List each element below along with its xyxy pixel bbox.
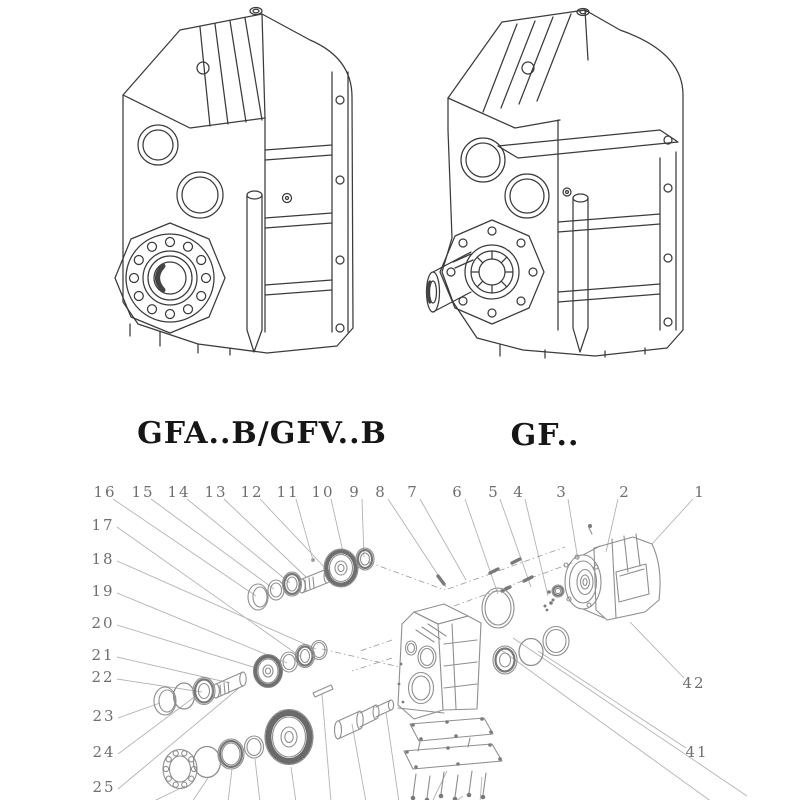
intermediate-shaft-assembly — [154, 641, 327, 716]
callout-7: 7 — [407, 483, 419, 501]
callout-14: 14 — [167, 483, 191, 501]
exploded-parts-diagram — [0, 472, 800, 800]
callout-42: 42 — [682, 674, 706, 692]
callout-5: 5 — [488, 483, 500, 501]
callout-20: 20 — [91, 614, 115, 632]
model-label-gfa-gfv: GFA..B/GFV..B — [137, 416, 387, 451]
electric-motor — [564, 524, 660, 620]
callout-15: 15 — [131, 483, 155, 501]
callout-16: 16 — [93, 483, 117, 501]
gearbox-drawing-gf — [405, 0, 755, 400]
callout-25: 25 — [92, 778, 116, 796]
callout-3: 3 — [556, 483, 568, 501]
callout-18: 18 — [91, 550, 115, 568]
callout-6: 6 — [452, 483, 464, 501]
callout-17: 17 — [91, 516, 115, 534]
callout-41: 41 — [685, 743, 709, 761]
gearbox-housing — [398, 604, 481, 719]
motor-side-rings — [482, 585, 569, 674]
callout-8: 8 — [375, 483, 387, 501]
model-label-gf: GF.. — [510, 418, 580, 453]
callout-24: 24 — [92, 743, 116, 761]
gaskets-and-bolts — [404, 717, 502, 800]
callout-9: 9 — [349, 483, 361, 501]
input-shaft-assembly — [248, 548, 374, 610]
callout-13: 13 — [204, 483, 228, 501]
callout-23: 23 — [92, 707, 116, 725]
stud-bolts — [438, 559, 555, 608]
callout-10: 10 — [311, 483, 335, 501]
callout-2: 2 — [619, 483, 631, 501]
callout-1: 1 — [694, 483, 706, 501]
callout-11: 11 — [276, 483, 300, 501]
callout-4: 4 — [513, 483, 525, 501]
gearbox-drawing-gfa-gfv — [100, 2, 400, 402]
callout-12: 12 — [240, 483, 264, 501]
callout-21: 21 — [91, 646, 115, 664]
callout-19: 19 — [91, 582, 115, 600]
callout-22: 22 — [91, 668, 115, 686]
